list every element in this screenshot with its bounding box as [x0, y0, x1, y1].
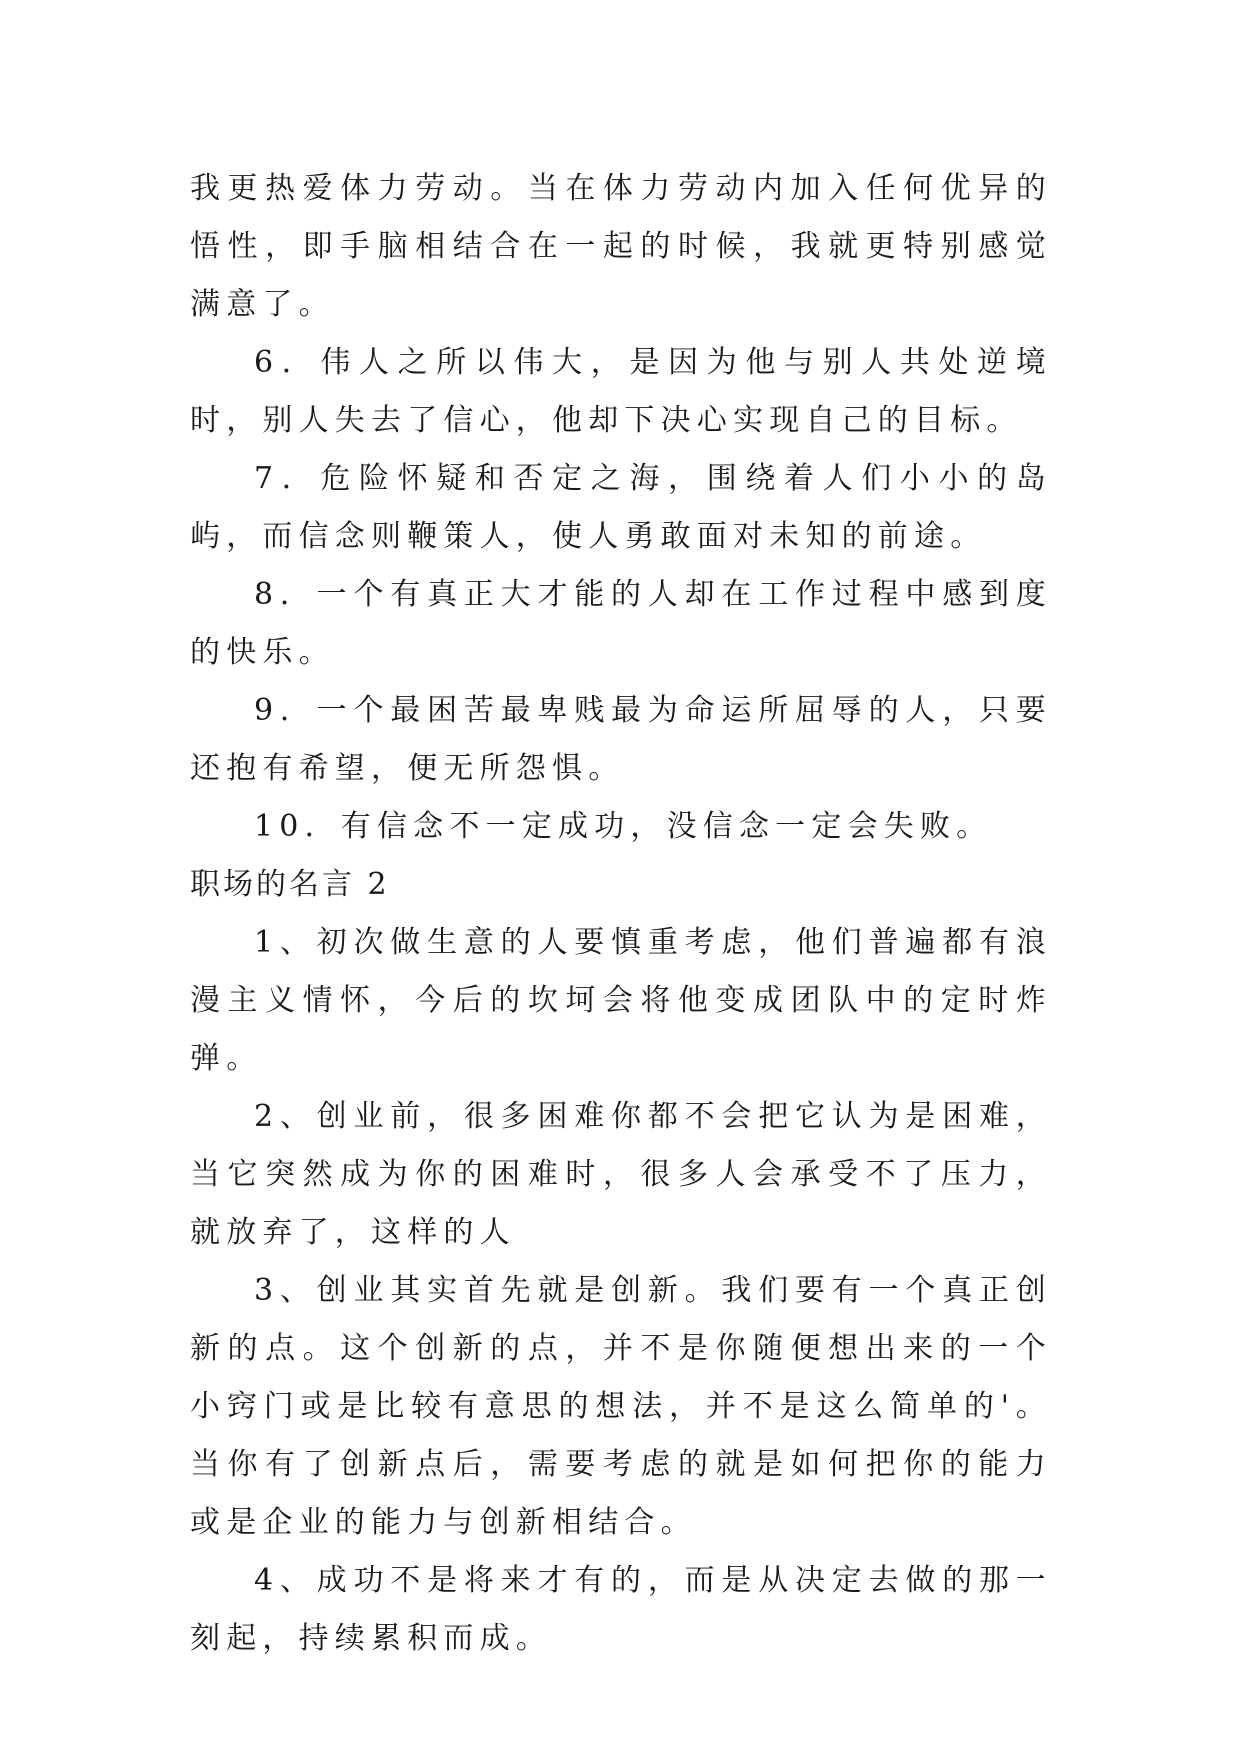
section-item-3: 3、创业其实首先就是创新。我们要有一个真正创新的点。这个创新的点，并不是你随便想出来的一个小窍门或是比较有意思的想法，并不是这么简单的'。当你有了创新点后，需要考虑的就是如何把你的能力或是企业的能力与创新相结合。 [190, 1273, 1052, 1540]
section-item-4: 4、成功不是将来才有的，而是从决定去做的那一刻起，持续累积而成。 [190, 1563, 1052, 1656]
section-item-2: 2、创业前，很多困难你都不会把它认为是困难，当它突然成为你的困难时，很多人会承受不了压力，就放弃了，这样的人 [190, 1099, 1052, 1250]
quote-item-9: 9．一个最困苦最卑贱最为命运所屈辱的人，只要还抱有希望，便无所怨惧。 [190, 693, 1052, 786]
section-heading: 职场的名言 2 [190, 867, 390, 902]
quote-item-6: 6．伟人之所以伟大，是因为他与别人共处逆境时，别人失去了信心，他却下决心实现自己的目标。 [190, 345, 1052, 438]
paragraph-continuation: 我更热爱体力劳动。当在体力劳动内加入任何优异的悟性，即手脑相结合在一起的时候，我就更特别感觉满意了。 [190, 171, 1052, 322]
section-item-1: 1、初次做生意的人要慎重考虑，他们普遍都有浪漫主义情怀，今后的坎坷会将他变成团队中的定时炸弹。 [190, 925, 1052, 1076]
document-body [190, 160, 1052, 1668]
quote-item-10: 10．有信念不一定成功，没信念一定会失败。 [254, 809, 993, 844]
quote-item-8: 8．一个有真正大才能的人却在工作过程中感到度的快乐。 [190, 577, 1052, 670]
quote-item-7: 7．危险怀疑和否定之海，围绕着人们小小的岛屿，而信念则鞭策人，使人勇敢面对未知的前途。 [190, 461, 1052, 554]
